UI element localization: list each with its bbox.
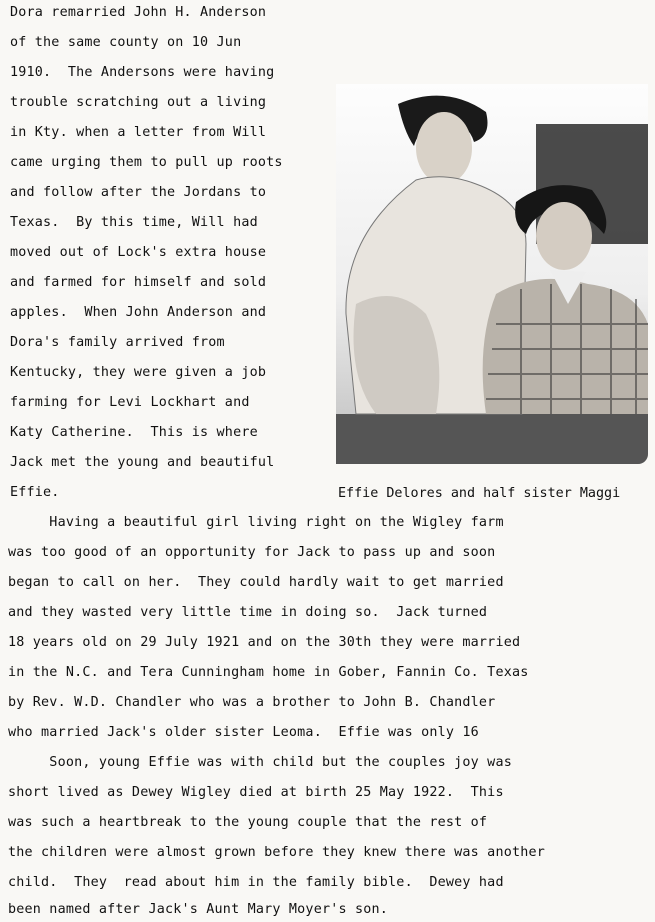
text-line-28: was such a heartbreak to the young couple that the rest of — [8, 815, 488, 830]
text-line-15: Katy Catherine. This is where — [10, 425, 258, 440]
text-line-10: and farmed for himself and sold — [10, 275, 267, 290]
text-line-22: 18 years old on 29 July 1921 and on the 30th they were married — [8, 635, 521, 650]
text-line-12: Dora's family arrived from — [10, 335, 225, 350]
text-line-19: was too good of an opportunity for Jack to pass up and soon — [8, 545, 496, 560]
text-line-25: who married Jack's older sister Leoma. Effie was only 16 — [8, 725, 479, 740]
photo-illustration — [336, 84, 648, 464]
text-line-5: in Kty. when a letter from Will — [10, 125, 267, 140]
text-line-2: of the same county on 10 Jun — [10, 35, 242, 50]
photograph — [336, 84, 648, 464]
text-line-21: and they wasted very little time in doing so. Jack turned — [8, 605, 488, 620]
text-line-20: began to call on her. They could hardly wait to get married — [8, 575, 504, 590]
text-line-26: Soon, young Effie was with child but the couples joy was — [8, 755, 512, 770]
photo-caption: Effie Delores and half sister Maggi — [338, 486, 621, 501]
text-line-6: came urging them to pull up roots — [10, 155, 283, 170]
text-line-30: child. They read about him in the family bible. Dewey had — [8, 875, 504, 890]
text-line-17: Effie. — [10, 485, 60, 500]
text-line-1: Dora remarried John H. Anderson — [10, 5, 267, 20]
text-line-9: moved out of Lock's extra house — [10, 245, 267, 260]
text-line-31: been named after Jack's Aunt Mary Moyer's son. — [8, 902, 389, 917]
text-line-23: in the N.C. and Tera Cunningham home in Gober, Fannin Co. Texas — [8, 665, 529, 680]
text-line-29: the children were almost grown before they knew there was another — [8, 845, 546, 860]
text-line-3: 1910. The Andersons were having — [10, 65, 275, 80]
text-line-27: short lived as Dewey Wigley died at birth 25 May 1922. This — [8, 785, 504, 800]
text-line-7: and follow after the Jordans to — [10, 185, 267, 200]
text-line-18: Having a beautiful girl living right on the Wigley farm — [8, 515, 504, 530]
text-line-4: trouble scratching out a living — [10, 95, 267, 110]
text-line-8: Texas. By this time, Will had — [10, 215, 258, 230]
text-line-16: Jack met the young and beautiful — [10, 455, 275, 470]
text-line-11: apples. When John Anderson and — [10, 305, 267, 320]
text-line-14: farming for Levi Lockhart and — [10, 395, 250, 410]
text-line-24: by Rev. W.D. Chandler who was a brother to John B. Chandler — [8, 695, 496, 710]
text-line-13: Kentucky, they were given a job — [10, 365, 267, 380]
